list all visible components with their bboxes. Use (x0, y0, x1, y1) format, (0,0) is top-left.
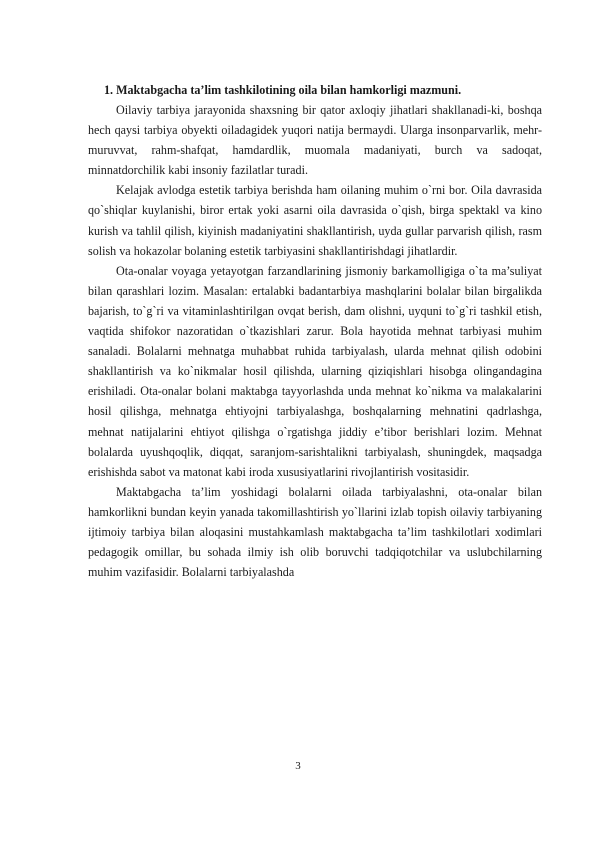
paragraph-1: Oilaviy tarbiya jarayonida shaxsning bir qator axloqiy jihatlari shakllanadi-ki, boshqa hech qaysi tarbiya obyekti oiladagidek yuqori natija bermaydi. Ularga insonparvarlik, mehr-muruvvat, rahm-shafqat, hamdardlik, muomala madaniyati, burch va sadoqat, minnatdorchilik kabi insoniy fazilatlar turadi. (88, 103, 542, 178)
paragraph-4: Maktabgacha ta’lim yoshidagi bolalarni oilada tarbiyalashni, ota-onalar bilan hamkorlikni bundan keyin yanada takomillashtirish yo`llarini izlab topish oilaviy tarbiyaning ijtimoiy tarbiya bilan aloqasini mustahkamlash maktabgacha ta’lim tashkilotlari xodimlari pedagogik omillar, bu sohada ilmiy ish olib boruvchi tadqiqotchilar va uslubchilarning muhim vazifasidir. Bolalarni tarbiyalashda (88, 484, 542, 580)
document-body (88, 80, 542, 582)
paragraph-2: Kelajak avlodga estetik tarbiya berishda ham oilaning muhim o`rni bor. Oila davrasida qo`shiqlar kuylanishi, biror ertak yoki asarni oila davrasida o`qish, birga spektakl va kino kurish va tahlil qilish, kiyinish madaniyatini shakllantirish, uyda gullar parvarish qilish, rasm solish va hokazolar bolaning estetik tarbiyasini shakllantirishdagi jihatlardir. (88, 183, 542, 258)
page-number: 3 (295, 760, 301, 772)
paragraph-3: Ota-onalar voyaga yetayotgan farzandlarining jismoniy barkamolligiga o`ta ma’suliyat bilan qarashlari lozim. Masalan: ertalabki badantarbiya mashqlarini bolalar bilan birgalikda bajarish, to`g`ri va vitaminlashtirilgan ovqat berish, dam olishni, uyquni to`g`ri tashkil etish, vaqtida shifokor nazoratidan o`tkazishlari zarur. Bola hayotida mehnat tarbiyasi muhim sanaladi. Bolalarni mehnatga muhabbat ruhida tarbiyalash, ularda mehnat qilish odobini shakllantirish va ko`nikmalar hosil qilishda, ularning qiziqishlari hisobga olingandagina erishiladi. Ota-onalar bolani maktabga tayyorlashda unda mehnat ko`nikma va malakalarini hosil qilishga, mehnatga ehtiyojni tarbiyalashga, boshqalarning mehnatini qadrlashga, mehnat natijalarini ehtiyot qilishga o`rgatishga jiddiy e’tibor berishlari lozim. Mehnat bolalarda uyushqoqlik, diqqat, saranjom-sarishtalikni tarbiyalash, shuningdek, maqsadga erishishda sabot va matonat kabi iroda xususiyatlarini rivojlantirish vositasidir. (88, 263, 542, 479)
section-heading: 1. Maktabgacha ta’lim tashkilotining oila bilan hamkorligi mazmuni. (104, 83, 462, 97)
